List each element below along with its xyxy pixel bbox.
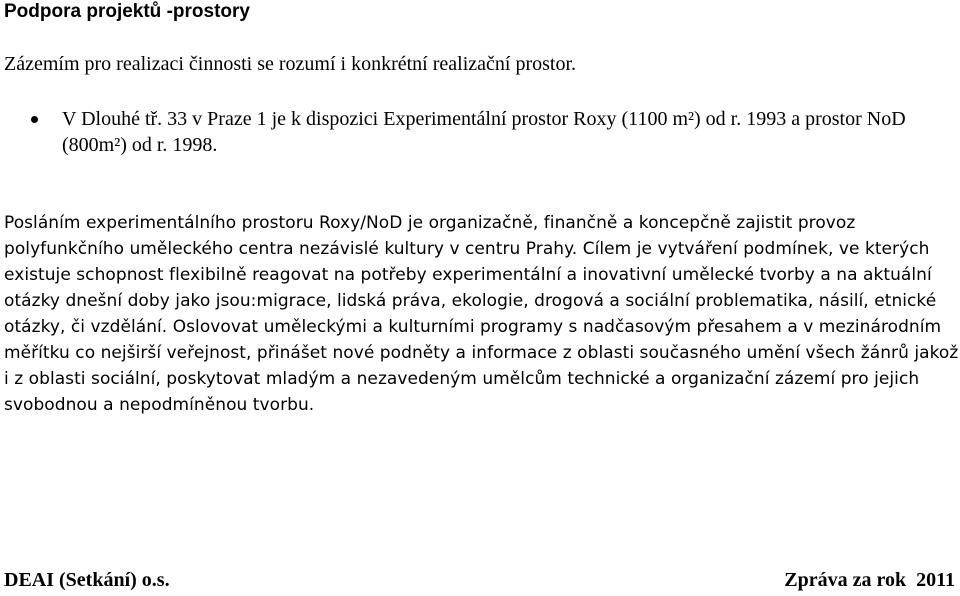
intro-paragraph: Zázemím pro realizaci činnosti se rozumí i konkrétní realizační prostor.: [4, 53, 577, 75]
page-title: Podpora projektů -prostory: [4, 1, 250, 22]
bullet-dot-icon: [31, 116, 38, 123]
bullet-list: [0, 106, 950, 158]
footer-organization: DEAI (Setkání) o.s.: [4, 569, 170, 591]
list-item-text: V Dlouhé tř. 33 v Praze 1 je k dispozici Experimentální prostor Roxy (1100 m²) od r. 1993 a prostor NoD (800m²) od r. 1998.: [62, 108, 906, 156]
body-paragraph: Posláním experimentálního prostoru Roxy/NoD je organizačně, finančně a koncepčně zajistit provoz polyfunkčního uměleckého centra nezávislé kultury v centru Prahy. Cílem je vytváření podmínek, ve kterých existuje schopnost flexibilně reagovat na potřeby experimentální a inovativní umělecké tvorby a na aktuální otázky dnešní doby jako jsou:migrace, lidská práva, ekologie, drogová a sociální problematika, násilí, etnické otázky, či vzdělání. Oslovovat uměleckými a kulturními programy s nadčasovým přesahem a v mezinárodním měřítku co nejširší veřejnost, přinášet nové podněty a informace z oblasti současného umění všech žánrů jakož i z oblasti sociální, poskytovat mladým a nezavedeným umělcům technické a organizační zázemí pro jejich svobodnou a nepodmíněnou tvorbu.: [4, 213, 959, 415]
list-item: [0, 106, 950, 158]
footer-report-year: Zpráva za rok 2011: [784, 569, 955, 591]
